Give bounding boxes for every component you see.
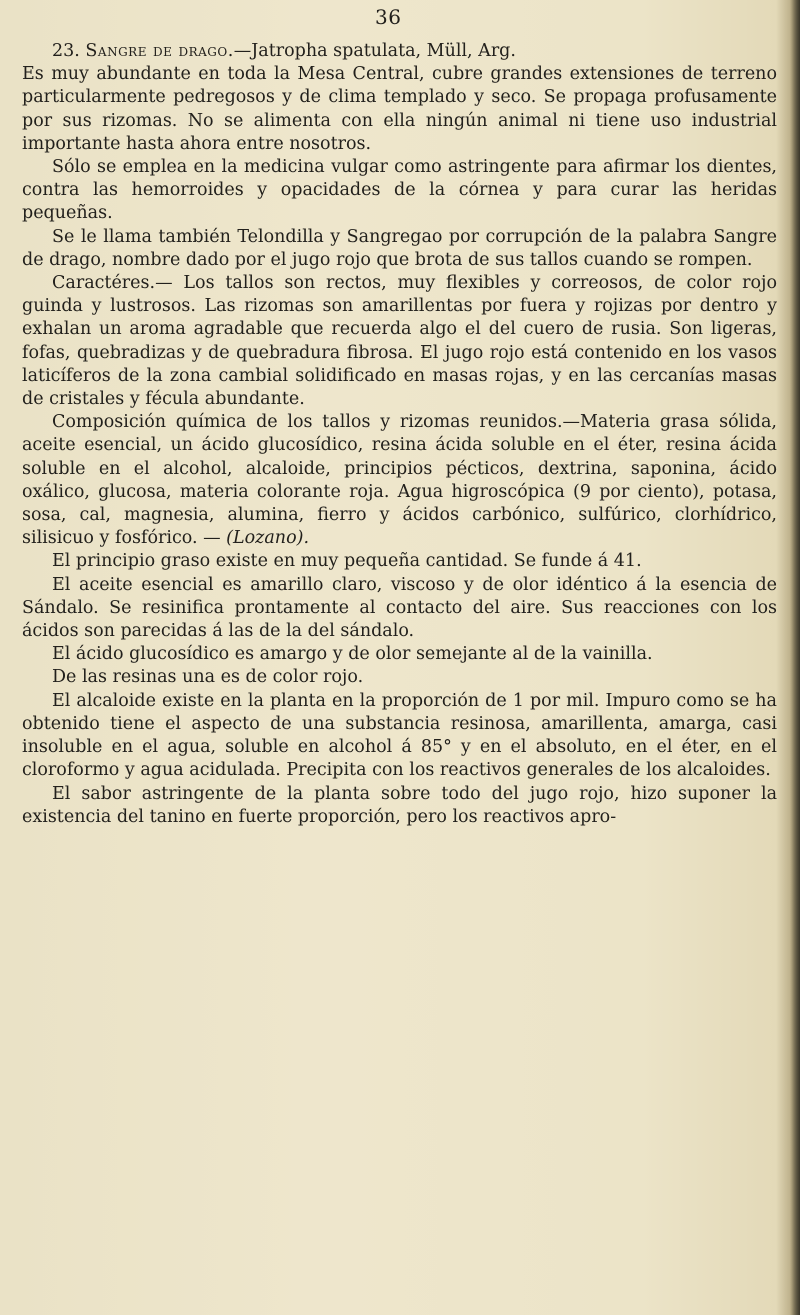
paragraph-6: El principio graso existe en muy pequeña cantidad. Se funde á 41. xyxy=(52,551,642,572)
paragraph-1 xyxy=(22,40,777,156)
article-body xyxy=(22,40,777,829)
paragraph-10: El alcaloide existe en la planta en la proporción de 1 por mil. Impuro como se ha obtenido tiene el aspecto de una substancia resinosa, amarillenta, amarga, casi insoluble en el agua, soluble en alcohol á 85° y en el absoluto, en el éter, en el cloroformo y agua acidulada. Precipita con los reactivos generales de los alcaloides. xyxy=(22,690,777,781)
article-scientific-name: —Jatropha spatulata, Müll, Arg. xyxy=(233,41,516,61)
citation: (Lozano). xyxy=(226,528,310,549)
page-number: 36 xyxy=(375,5,402,29)
paragraph-7: El aceite esencial es amarillo claro, viscoso y de olor idéntico á la esencia de Sándalo. Se resinifica prontamente al contacto del aire. Sus reacciones con los ácidos son parecidas á las de la del sándalo. xyxy=(22,574,777,642)
paragraph-3: Se le llama también Telondilla y Sangregao por corrupción de la palabra Sangre de drago, nombre dado por el jugo rojo que brota de sus tallos cuando se rompen. xyxy=(22,226,777,270)
paragraph-2: Sólo se emplea en la medicina vulgar como astringente para afirmar los dientes, contra las hemorroides y opacidades de la córnea y para curar las heridas pequeñas. xyxy=(22,157,777,224)
paragraph-11: El sabor astringente de la planta sobre todo del jugo rojo, hizo suponer la existencia del tanino en fuerte proporción, pero los reactivos apro- xyxy=(22,783,777,827)
paragraph-1-text: Es muy abundante en toda la Mesa Central, cubre grandes extensiones de terreno particularmente pedregosos y de clima templado y seco. Se propaga profusamente por sus rizomas. No se alimenta con ella ningún animal ni tiene uso industrial importante hasta ahora entre nosotros. xyxy=(22,64,777,154)
article-number: 23. xyxy=(52,41,80,61)
paragraph-8: El ácido glucosídico es amargo y de olor semejante al de la vainilla. xyxy=(52,644,653,665)
paragraph-4: Caractéres.— Los tallos son rectos, muy flexibles y correosos, de color rojo guinda y lustrosos. Las rizomas son amarillentas por fuera y rojizas por dentro y exhalan un aroma agradable que recuerda algo el del cuero de rusia. Son ligeras, fofas, quebradizas y de quebradura fibrosa. El jugo rojo está contenido en los vasos laticíferos de la zona cambial solidificado en masas rojas, y en las cercanías masas de cristales y fécula abundante. xyxy=(22,273,777,410)
article-common-name: Sangre de drago. xyxy=(85,41,234,61)
paragraph-5-text: Composición química de los tallos y rizomas reunidos.—Materia grasa sólida, aceite esencial, un ácido glucosídico, resina ácida soluble en el éter, resina ácida soluble en el alcohol, alcaloide, principios pécticos, dextrina, saponina, ácido oxálico, glucosa, materia colorante roja. Agua higroscópica (9 por ciento), potasa, sosa, cal, magnesia, alumina, fierro y ácidos carbónico, sulfúrico, clorhídrico, silisicuo y fosfórico. — xyxy=(22,412,777,549)
paragraph-5 xyxy=(22,411,777,550)
page-edge-shadow xyxy=(790,0,800,1315)
paragraph-9: De las resinas una es de color rojo. xyxy=(52,667,364,688)
